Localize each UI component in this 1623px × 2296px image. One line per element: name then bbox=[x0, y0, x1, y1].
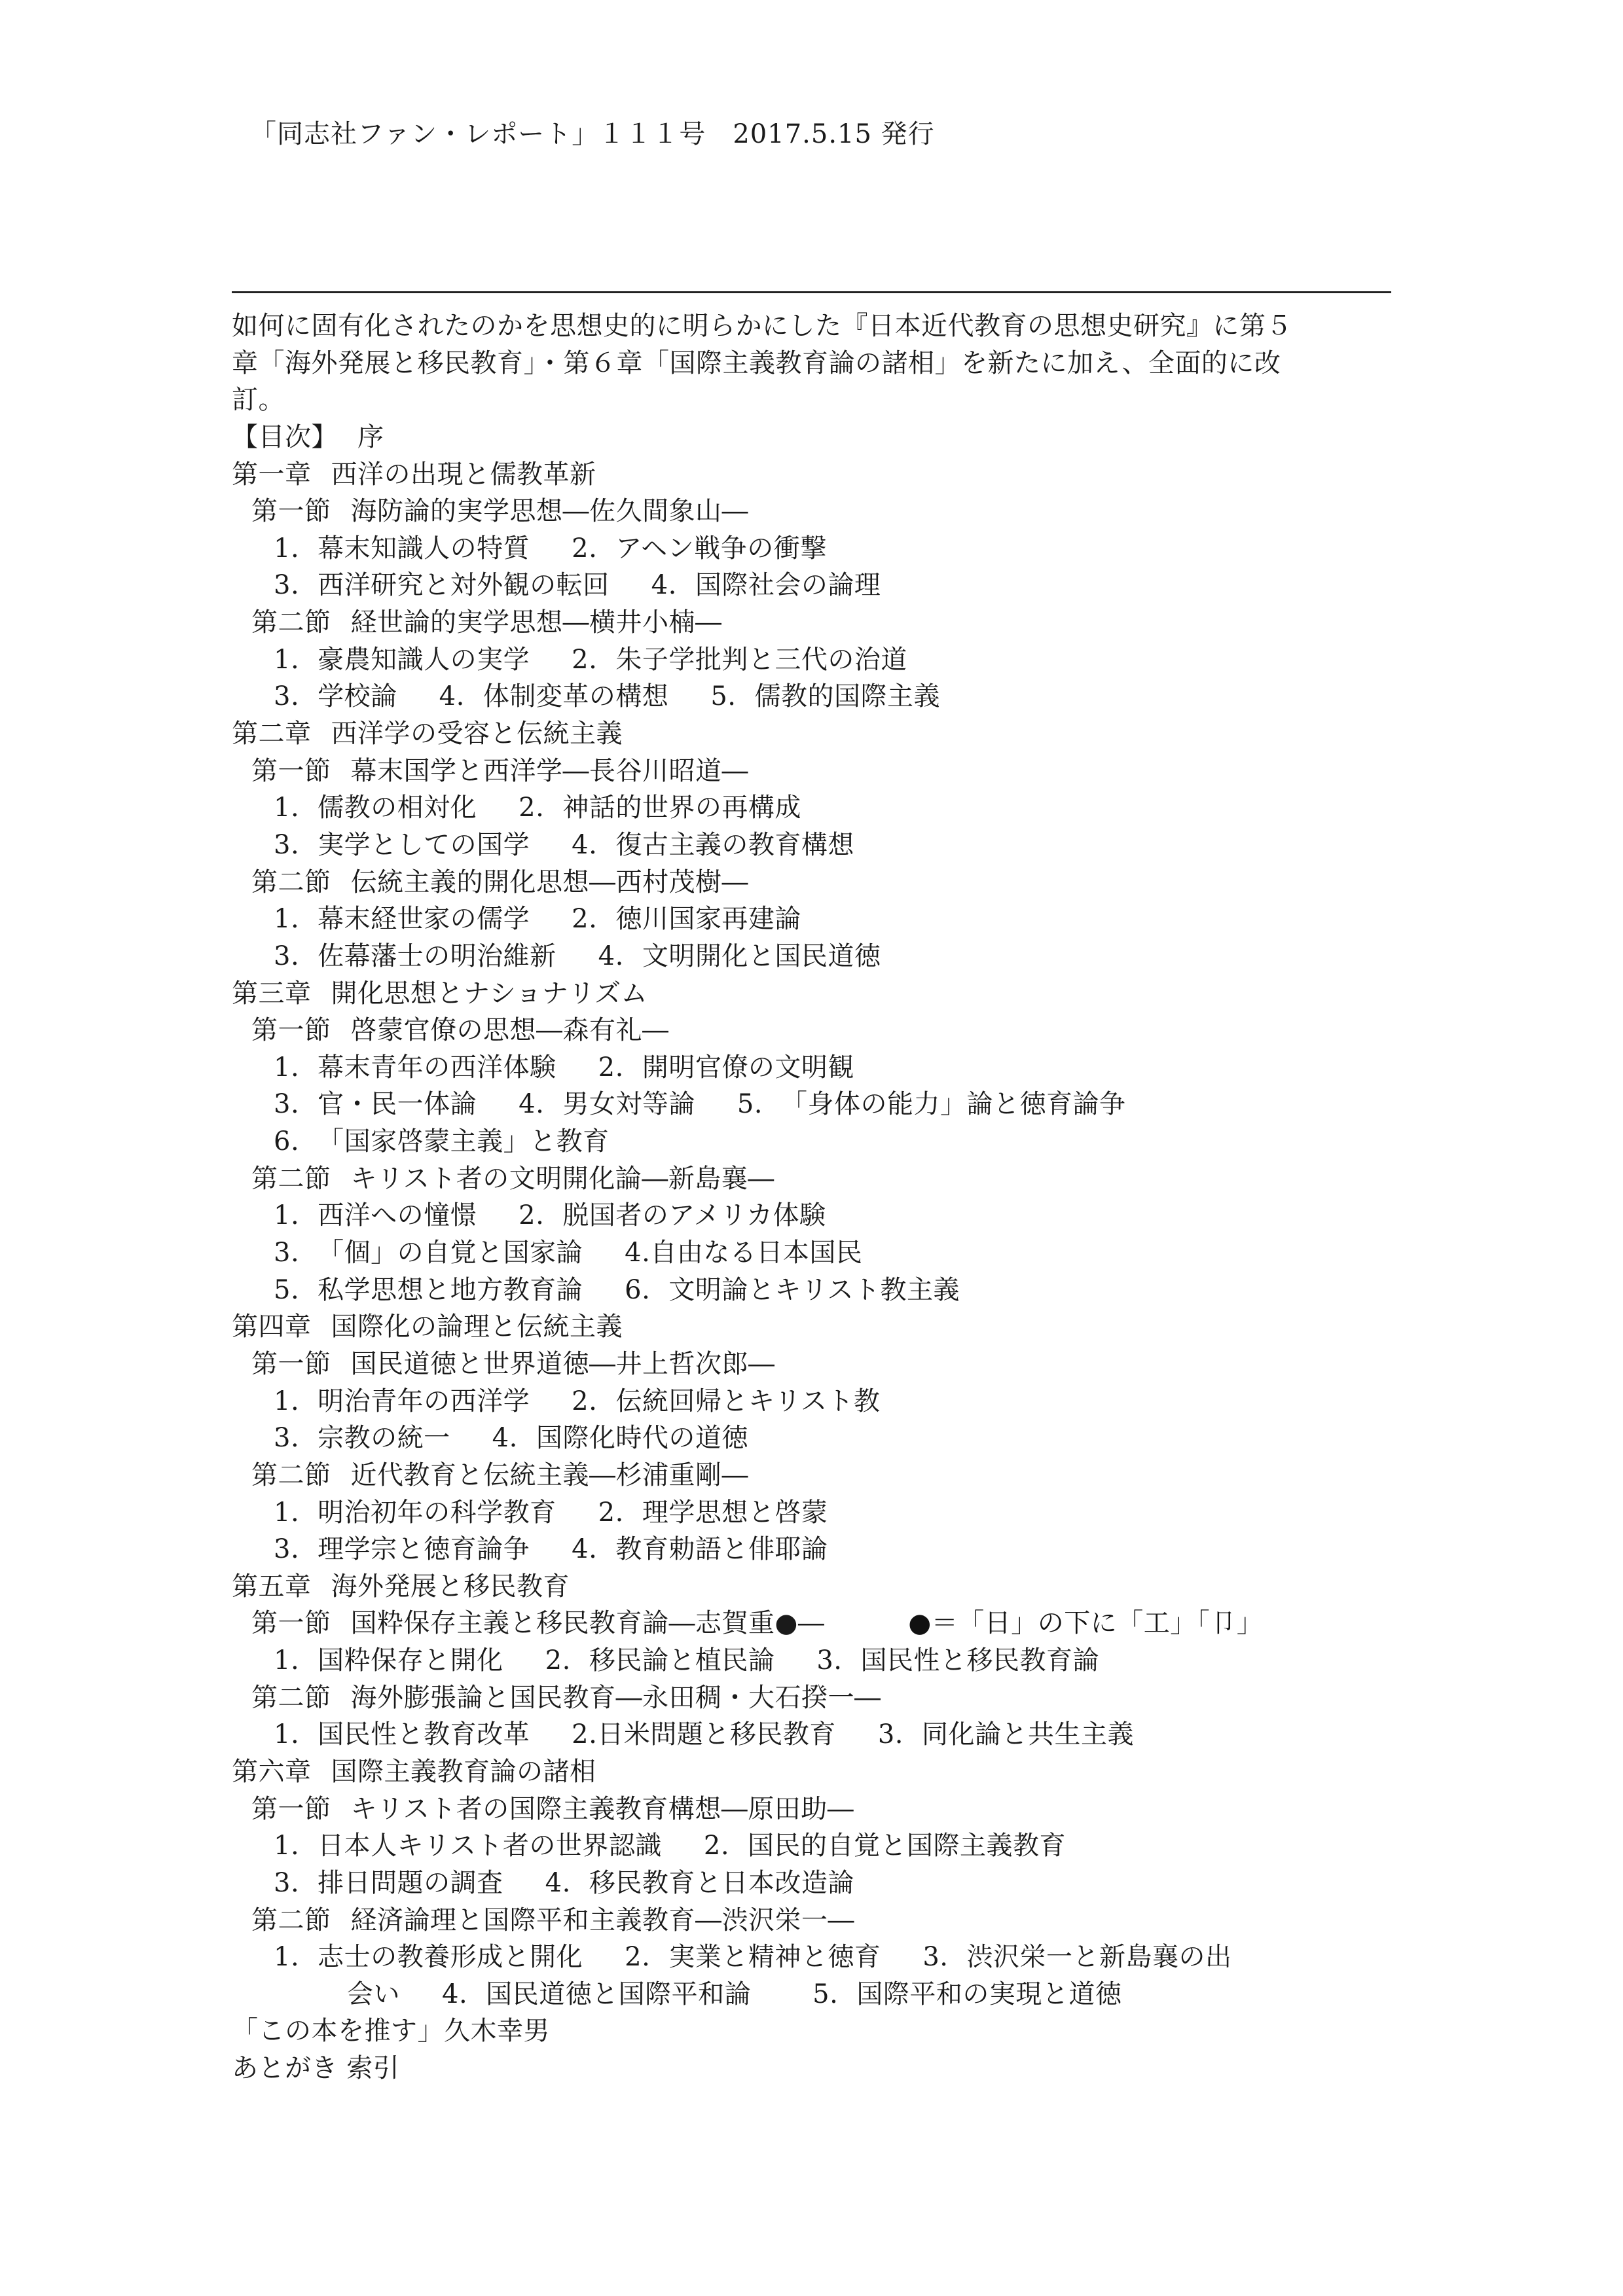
item-title: 復古主義の教育構想 bbox=[615, 829, 854, 860]
section-title: 幕末国学と西洋学―長谷川昭道― bbox=[350, 755, 748, 786]
section-heading bbox=[232, 1346, 1410, 1383]
section-heading bbox=[232, 753, 1410, 790]
item-title-continued: 会い bbox=[347, 1979, 400, 2009]
item-row bbox=[232, 1531, 1410, 1568]
item-row-continuation bbox=[232, 1976, 1410, 2013]
item-title: 国民性と教育改革 bbox=[318, 1719, 530, 1750]
section-title: 国粋保存主義と移民教育論―志賀重●― bbox=[350, 1608, 825, 1639]
chapter-heading bbox=[232, 1568, 1410, 1605]
section-label: 第二節 bbox=[251, 1163, 331, 1194]
section-heading bbox=[232, 864, 1410, 901]
item-row bbox=[232, 530, 1410, 567]
item-number: 3. bbox=[274, 829, 300, 860]
item-number: 3. bbox=[922, 1942, 949, 1973]
item-row bbox=[232, 1197, 1410, 1234]
item-title: 教育勅語と俳耶論 bbox=[615, 1534, 828, 1565]
item-row bbox=[232, 1123, 1410, 1160]
section-label: 第二節 bbox=[251, 1905, 331, 1935]
item-row bbox=[232, 1420, 1410, 1457]
section-label: 第二節 bbox=[251, 1682, 331, 1713]
item-number: 2. bbox=[572, 533, 598, 564]
item-title: 国際平和の実現と道徳 bbox=[856, 1979, 1122, 2009]
chapter-title: 開化思想とナショナリズム bbox=[331, 978, 648, 1009]
chapter-label: 第一章 bbox=[232, 459, 312, 490]
publication-title: 「同志社ファン・レポート」１１１号 bbox=[250, 119, 706, 149]
item-number: 4. bbox=[519, 1089, 545, 1120]
item-title: 日本人キリスト者の世界認識 bbox=[318, 1831, 662, 1861]
section-label: 第一節 bbox=[251, 1348, 331, 1379]
item-number: 3. bbox=[274, 1089, 300, 1120]
item-title: 官・民一体論 bbox=[318, 1089, 477, 1120]
item-title: アヘン戦争の衝撃 bbox=[615, 533, 827, 564]
item-title: 儒教の相対化 bbox=[318, 793, 477, 823]
chapter-title: 西洋学の受容と伝統主義 bbox=[331, 719, 623, 749]
item-number: 4. bbox=[545, 1867, 571, 1898]
item-row bbox=[232, 827, 1410, 864]
item-number: 1. bbox=[274, 1200, 300, 1231]
item-title: 学校論 bbox=[318, 681, 397, 712]
item-number: 2. bbox=[519, 1200, 545, 1231]
section-label: 第一節 bbox=[251, 755, 331, 786]
item-number: 4. bbox=[492, 1423, 518, 1454]
item-title: 文明開化と国民道徳 bbox=[642, 941, 881, 971]
section-title: 海外膨張論と国民教育―永田稠・大石揆一― bbox=[350, 1682, 881, 1713]
section-heading bbox=[232, 1902, 1410, 1939]
section-heading bbox=[232, 1160, 1410, 1198]
item-number: 3. bbox=[274, 1534, 300, 1565]
item-number: 3. bbox=[877, 1719, 904, 1750]
item-title: 私学思想と地方教育論 bbox=[318, 1274, 583, 1305]
item-row bbox=[232, 1383, 1410, 1420]
intro-line: 訂。 bbox=[232, 385, 285, 416]
chapter-heading bbox=[232, 456, 1410, 493]
item-title: 明治青年の西洋学 bbox=[318, 1386, 530, 1416]
item-number: 2. bbox=[572, 904, 598, 935]
section-label: 第一節 bbox=[251, 1015, 331, 1046]
item-row bbox=[232, 1272, 1410, 1309]
item-title: 理学思想と啓蒙 bbox=[642, 1497, 828, 1528]
item-row bbox=[232, 938, 1410, 975]
item-title: 国民的自覚と国際主義教育 bbox=[748, 1831, 1067, 1861]
item-number: 2. bbox=[572, 1719, 598, 1750]
section-heading bbox=[232, 493, 1410, 530]
item-number: 5. bbox=[274, 1274, 300, 1305]
section-label: 第二節 bbox=[251, 867, 331, 897]
item-title: 豪農知識人の実学 bbox=[318, 644, 530, 675]
item-number: 1. bbox=[274, 904, 300, 935]
item-number: 2. bbox=[598, 1497, 624, 1528]
item-number: 2. bbox=[572, 644, 598, 675]
item-number: 1. bbox=[274, 1052, 300, 1083]
item-row bbox=[232, 1049, 1410, 1086]
item-title: 幕末経世家の儒学 bbox=[318, 904, 530, 935]
item-title: 志士の教養形成と開化 bbox=[318, 1942, 583, 1973]
item-title: 国粋保存と開化 bbox=[318, 1645, 503, 1676]
item-title: 実業と精神と徳育 bbox=[668, 1942, 881, 1973]
book-description bbox=[232, 308, 1410, 2087]
item-row bbox=[232, 567, 1410, 604]
item-title: 移民論と植民論 bbox=[589, 1645, 775, 1676]
item-row bbox=[232, 1865, 1410, 1902]
item-number: 4. bbox=[598, 941, 624, 971]
section-label: 第二節 bbox=[251, 607, 331, 638]
item-title: 国民道徳と国際平和論 bbox=[486, 1979, 752, 2009]
item-title: 「身体の能力」論と徳育論争 bbox=[781, 1089, 1126, 1120]
item-title: 開明官僚の文明観 bbox=[642, 1052, 854, 1083]
item-title: 神話的世界の再構成 bbox=[562, 793, 801, 823]
section-title: キリスト者の文明開化論―新島襄― bbox=[350, 1163, 775, 1194]
item-row bbox=[232, 901, 1410, 938]
item-title: 理学宗と徳育論争 bbox=[318, 1534, 530, 1565]
item-number: 3. bbox=[274, 941, 300, 971]
chapter-label: 第二章 bbox=[232, 719, 312, 749]
item-number: 1. bbox=[274, 1831, 300, 1861]
item-title: 男女対等論 bbox=[562, 1089, 695, 1120]
item-title: 佐幕藩士の明治維新 bbox=[318, 941, 556, 971]
item-row bbox=[232, 1827, 1410, 1865]
section-title: キリスト者の国際主義教育構想―原田助― bbox=[350, 1793, 854, 1824]
item-number: 1. bbox=[274, 644, 300, 675]
item-title: 朱子学批判と三代の治道 bbox=[615, 644, 907, 675]
item-title: 排日問題の調査 bbox=[318, 1867, 503, 1898]
section-label: 第一節 bbox=[251, 1608, 331, 1639]
item-title: 国民性と移民教育論 bbox=[860, 1645, 1100, 1676]
issue-date: 2017.5.15 発行 bbox=[733, 119, 935, 149]
horizontal-rule bbox=[232, 291, 1391, 293]
item-number: 5. bbox=[710, 681, 737, 712]
section-heading bbox=[232, 1012, 1410, 1049]
section-label: 第一節 bbox=[251, 496, 331, 527]
item-number: 2. bbox=[703, 1831, 730, 1861]
item-title: 日米問題と移民教育 bbox=[597, 1719, 836, 1750]
item-number: 3. bbox=[274, 1423, 300, 1454]
section-heading bbox=[232, 1605, 1410, 1642]
item-number: 4. bbox=[651, 570, 677, 601]
section-title: 近代教育と伝統主義―杉浦重剛― bbox=[350, 1460, 748, 1490]
item-title: 脱国者のアメリカ体験 bbox=[562, 1200, 826, 1231]
chapter-heading bbox=[232, 1753, 1410, 1791]
item-title: 同化論と共生主義 bbox=[922, 1719, 1135, 1750]
section-label: 第二節 bbox=[251, 1460, 331, 1490]
closing-line: あとがき 索引 bbox=[232, 2053, 400, 2084]
item-title: 実学としての国学 bbox=[318, 829, 530, 860]
item-title: 国際社会の論理 bbox=[695, 570, 881, 601]
section-title: 海防論的実学思想―佐久間象山― bbox=[350, 496, 748, 527]
item-number: 4. bbox=[572, 829, 598, 860]
item-title: 幕末青年の西洋体験 bbox=[318, 1052, 556, 1083]
section-heading bbox=[232, 604, 1410, 641]
section-label: 第一節 bbox=[251, 1793, 331, 1824]
chapter-label: 第三章 bbox=[232, 978, 312, 1009]
toc-heading: 【目次】 bbox=[232, 422, 338, 452]
item-title: 徳川国家再建論 bbox=[615, 904, 801, 935]
chapter-title: 西洋の出現と儒教革新 bbox=[331, 459, 596, 490]
item-title: 自由なる日本国民 bbox=[650, 1238, 863, 1268]
item-title: 文明論とキリスト教主義 bbox=[668, 1274, 960, 1305]
section-heading bbox=[232, 1457, 1410, 1494]
item-number: 5. bbox=[812, 1979, 839, 2009]
item-number: 2. bbox=[545, 1645, 571, 1676]
item-number: 5. bbox=[737, 1089, 763, 1120]
item-row bbox=[232, 1716, 1410, 1753]
item-number: 1. bbox=[274, 1719, 300, 1750]
item-row bbox=[232, 1494, 1410, 1532]
glyph-note: ●＝「日」の下に「工」「卩」 bbox=[908, 1608, 1264, 1639]
item-title: 幕末知識人の特質 bbox=[318, 533, 530, 564]
item-number: 2. bbox=[598, 1052, 624, 1083]
item-number: 1. bbox=[274, 1497, 300, 1528]
chapter-label: 第四章 bbox=[232, 1312, 312, 1342]
section-title: 経済論理と国際平和主義教育―渋沢栄一― bbox=[350, 1905, 854, 1935]
item-title: 伝統回帰とキリスト教 bbox=[615, 1386, 881, 1416]
item-title: 西洋研究と対外観の転回 bbox=[318, 570, 610, 601]
item-title: 体制変革の構想 bbox=[483, 681, 669, 712]
item-row bbox=[232, 789, 1410, 827]
item-row bbox=[232, 641, 1410, 679]
item-row bbox=[232, 678, 1410, 715]
chapter-title: 国際主義教育論の諸相 bbox=[331, 1756, 596, 1787]
section-title: 経世論的実学思想―横井小楠― bbox=[350, 607, 722, 638]
chapter-heading bbox=[232, 975, 1410, 1013]
item-number: 1. bbox=[274, 793, 300, 823]
item-row bbox=[232, 1086, 1410, 1123]
toc-heading-line bbox=[232, 419, 1410, 456]
item-title: 宗教の統一 bbox=[318, 1423, 450, 1454]
item-row bbox=[232, 1642, 1410, 1679]
item-title: 西洋への憧憬 bbox=[318, 1200, 477, 1231]
item-number: 1. bbox=[274, 1386, 300, 1416]
page-header bbox=[250, 118, 935, 151]
item-number: 6. bbox=[274, 1126, 300, 1157]
item-title: 国際化時代の道徳 bbox=[536, 1423, 748, 1454]
item-number: 2. bbox=[519, 793, 545, 823]
intro-line: 如何に固有化されたのかを思想史的に明らかにした『日本近代教育の思想史研究』に第５ bbox=[232, 311, 1292, 341]
chapter-heading bbox=[232, 715, 1410, 753]
chapter-title: 国際化の論理と伝統主義 bbox=[331, 1312, 623, 1342]
section-heading bbox=[232, 1679, 1410, 1717]
item-number: 4. bbox=[625, 1238, 651, 1268]
item-number: 1. bbox=[274, 533, 300, 564]
item-title: 「個」の自覚と国家論 bbox=[318, 1238, 583, 1268]
item-number: 3. bbox=[274, 1867, 300, 1898]
chapter-title: 海外発展と移民教育 bbox=[331, 1571, 570, 1602]
intro-line: 章「海外発展と移民教育」・第６章「国際主義教育論の諸相」を新たに加え、全面的に改 bbox=[232, 348, 1281, 378]
chapter-label: 第五章 bbox=[232, 1571, 312, 1602]
item-number: 1. bbox=[274, 1645, 300, 1676]
section-title: 啓蒙官僚の思想―森有礼― bbox=[350, 1015, 669, 1046]
item-number: 2. bbox=[572, 1386, 598, 1416]
chapter-heading bbox=[232, 1308, 1410, 1346]
item-number: 4. bbox=[439, 681, 465, 712]
section-heading bbox=[232, 1791, 1410, 1828]
item-number: 3. bbox=[274, 681, 300, 712]
item-number: 3. bbox=[274, 1238, 300, 1268]
item-title: 「国家啓蒙主義」と教育 bbox=[318, 1126, 610, 1157]
toc-preface: 序 bbox=[357, 422, 384, 452]
item-title: 明治初年の科学教育 bbox=[318, 1497, 556, 1528]
item-title: 渋沢栄一と新島襄の出 bbox=[966, 1942, 1232, 1973]
item-row bbox=[232, 1939, 1410, 1976]
item-number: 4. bbox=[572, 1534, 598, 1565]
item-title: 儒教的国際主義 bbox=[754, 681, 941, 712]
item-number: 3. bbox=[274, 570, 300, 601]
item-number: 1. bbox=[274, 1942, 300, 1973]
item-row bbox=[232, 1234, 1410, 1272]
item-number: 2. bbox=[625, 1942, 651, 1973]
section-title: 国民道徳と世界道徳―井上哲次郎― bbox=[350, 1348, 775, 1379]
item-number: 6. bbox=[625, 1274, 651, 1305]
recommendation-line: 「この本を推す」久木幸男 bbox=[232, 2016, 550, 2047]
section-title: 伝統主義的開化思想―西村茂樹― bbox=[350, 867, 748, 897]
item-number: 3. bbox=[816, 1645, 843, 1676]
item-title: 移民教育と日本改造論 bbox=[589, 1867, 854, 1898]
chapter-label: 第六章 bbox=[232, 1756, 312, 1787]
item-number: 4. bbox=[442, 1979, 468, 2009]
